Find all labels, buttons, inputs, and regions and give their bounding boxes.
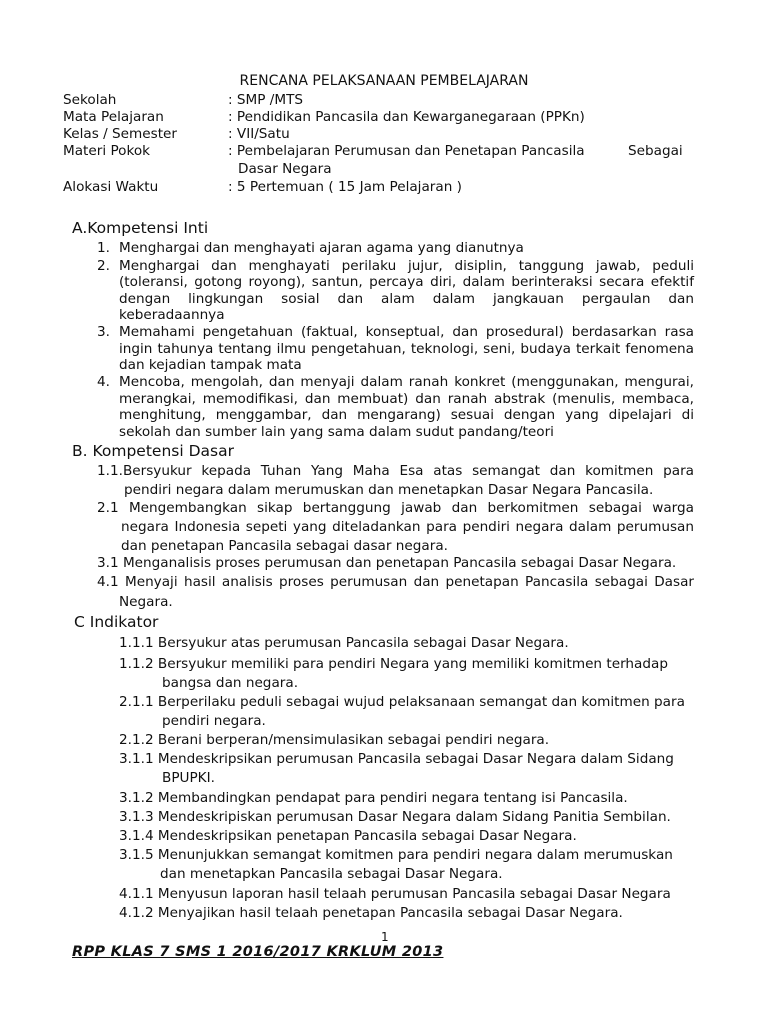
section-heading-indikator: C Indikator bbox=[74, 613, 159, 631]
kd-line: 1.1.Bersyukur kepada Tuhan Yang Maha Esa atas semangat dan komitmen para bbox=[97, 463, 694, 479]
kd-line: pendiri negara dalam merumuskan dan menetapkan Dasar Negara Pancasila. bbox=[124, 482, 654, 498]
indikator-line: pendiri negara. bbox=[162, 713, 266, 729]
ki-item-line: (toleransi, gotong royong), santun, percaya diri, dalam berinteraksi secara efektif bbox=[119, 274, 694, 290]
ki-item-line: sekolah dan sumber lain yang sama dalam sudut pandang/teori bbox=[119, 424, 554, 440]
mapel-label: Mata Pelajaran bbox=[63, 109, 164, 125]
indikator-line: 3.1.3 Mendeskripiskan perumusan Dasar Negara dalam Sidang Panitia Sembilan. bbox=[119, 809, 671, 825]
indikator-line: 3.1.5 Menunjukkan semangat komitmen para pendiri negara dalam merumuskan bbox=[119, 847, 673, 863]
kd-line: negara Indonesia sepeti yang diteladankan para pendiri negara dalam perumusan bbox=[121, 519, 694, 535]
indikator-line: BPUPKI. bbox=[162, 770, 215, 786]
kd-line: 2.1 Mengembangkan sikap bertanggung jawab dan berkomitmen sebagai warga bbox=[97, 500, 694, 516]
ki-item-line: ingin tahunya tentang ilmu pengetahuan, teknologi, seni, budaya terkait fenomena bbox=[119, 341, 694, 357]
document-title: RENCANA PELAKSANAAN PEMBELAJARAN bbox=[239, 73, 529, 89]
alokasi-value: : 5 Pertemuan ( 15 Jam Pelajaran ) bbox=[228, 179, 462, 195]
ki-item-line: dan kejadian tampak mata bbox=[119, 357, 302, 373]
section-heading-ki: A.Kompetensi Inti bbox=[72, 219, 209, 237]
page-footer: RPP KLAS 7 SMS 1 2016/2017 KRKLUM 2013 bbox=[72, 944, 444, 960]
ki-item-line: Menghargai dan menghayati perilaku jujur, disiplin, tanggung jawab, peduli bbox=[119, 258, 694, 274]
sekolah-value: : SMP /MTS bbox=[228, 92, 304, 108]
kelas-label: Kelas / Semester bbox=[63, 126, 177, 142]
indikator-line: 1.1.1 Bersyukur atas perumusan Pancasila sebagai Dasar Negara. bbox=[119, 635, 569, 651]
ki-item-number: 1. bbox=[97, 240, 110, 256]
sekolah-label: Sekolah bbox=[63, 92, 117, 108]
ki-item-number: 4. bbox=[97, 374, 110, 390]
ki-item-number: 3. bbox=[97, 324, 110, 340]
kd-line: Negara. bbox=[119, 594, 173, 610]
ki-item-number: 2. bbox=[97, 258, 110, 274]
ki-item-line: dengan lingkungan sosial dan alam dalam jangkauan pergaulan dan bbox=[119, 291, 694, 307]
materi-value-cont: Dasar Negara bbox=[238, 161, 332, 177]
indikator-line: bangsa dan negara. bbox=[162, 675, 299, 691]
indikator-line: 3.1.2 Membandingkan pendapat para pendiri negara tentang isi Pancasila. bbox=[119, 790, 628, 806]
kd-line: 3.1 Menganalisis proses perumusan dan penetapan Pancasila sebagai Dasar Negara. bbox=[97, 555, 677, 571]
indikator-line: 4.1.2 Menyajikan hasil telaah penetapan Pancasila sebagai Dasar Negara. bbox=[119, 905, 623, 921]
indikator-line: 2.1.1 Berperilaku peduli sebagai wujud pelaksanaan semangat dan komitmen para bbox=[119, 694, 685, 710]
indikator-line: dan menetapkan Pancasila sebagai Dasar Negara. bbox=[160, 866, 503, 882]
ki-item-line: Menghargai dan menghayati ajaran agama yang dianutnya bbox=[119, 240, 524, 256]
kd-line: 4.1 Menyaji hasil analisis proses perumusan dan penetapan Pancasila sebagai Dasar bbox=[97, 574, 694, 590]
page-number: 1 bbox=[381, 930, 389, 944]
indikator-line: 3.1.1 Mendeskripsikan perumusan Pancasila sebagai Dasar Negara dalam Sidang bbox=[119, 751, 674, 767]
alokasi-label: Alokasi Waktu bbox=[63, 179, 159, 195]
ki-item-line: merangkai, memodifikasi, dan membuat) dan ranah abstrak (menulis, membaca, bbox=[119, 391, 694, 407]
indikator-line: 1.1.2 Bersyukur memiliki para pendiri Negara yang memiliki komitmen terhadap bbox=[119, 656, 668, 672]
section-heading-kd: B. Kompetensi Dasar bbox=[72, 442, 234, 460]
indikator-line: 2.1.2 Berani berperan/mensimulasikan sebagai pendiri negara. bbox=[119, 732, 550, 748]
materi-value-end: Sebagai bbox=[628, 143, 683, 159]
kd-line: dan penetapan Pancasila sebagai dasar negara. bbox=[121, 538, 448, 554]
ki-item-line: Memahami pengetahuan (faktual, konseptual, dan prosedural) berdasarkan rasa bbox=[119, 324, 694, 340]
kelas-value: : VII/Satu bbox=[228, 126, 290, 142]
ki-item-line: keberadaannya bbox=[119, 307, 225, 323]
materi-value: : Pembelajaran Perumusan dan Penetapan Pancasila bbox=[228, 143, 585, 159]
indikator-line: 3.1.4 Mendeskripsikan penetapan Pancasila sebagai Dasar Negara. bbox=[119, 828, 577, 844]
ki-item-line: menghitung, menggambar, dan mengarang) sesuai dengan yang dipelajari di bbox=[119, 407, 694, 423]
indikator-line: 4.1.1 Menyusun laporan hasil telaah perumusan Pancasila sebagai Dasar Negara bbox=[119, 886, 671, 902]
materi-label: Materi Pokok bbox=[63, 143, 151, 159]
mapel-value: : Pendidikan Pancasila dan Kewarganegaraan (PPKn) bbox=[228, 109, 585, 125]
ki-item-line: Mencoba, mengolah, dan menyaji dalam ranah konkret (menggunakan, mengurai, bbox=[119, 374, 694, 390]
